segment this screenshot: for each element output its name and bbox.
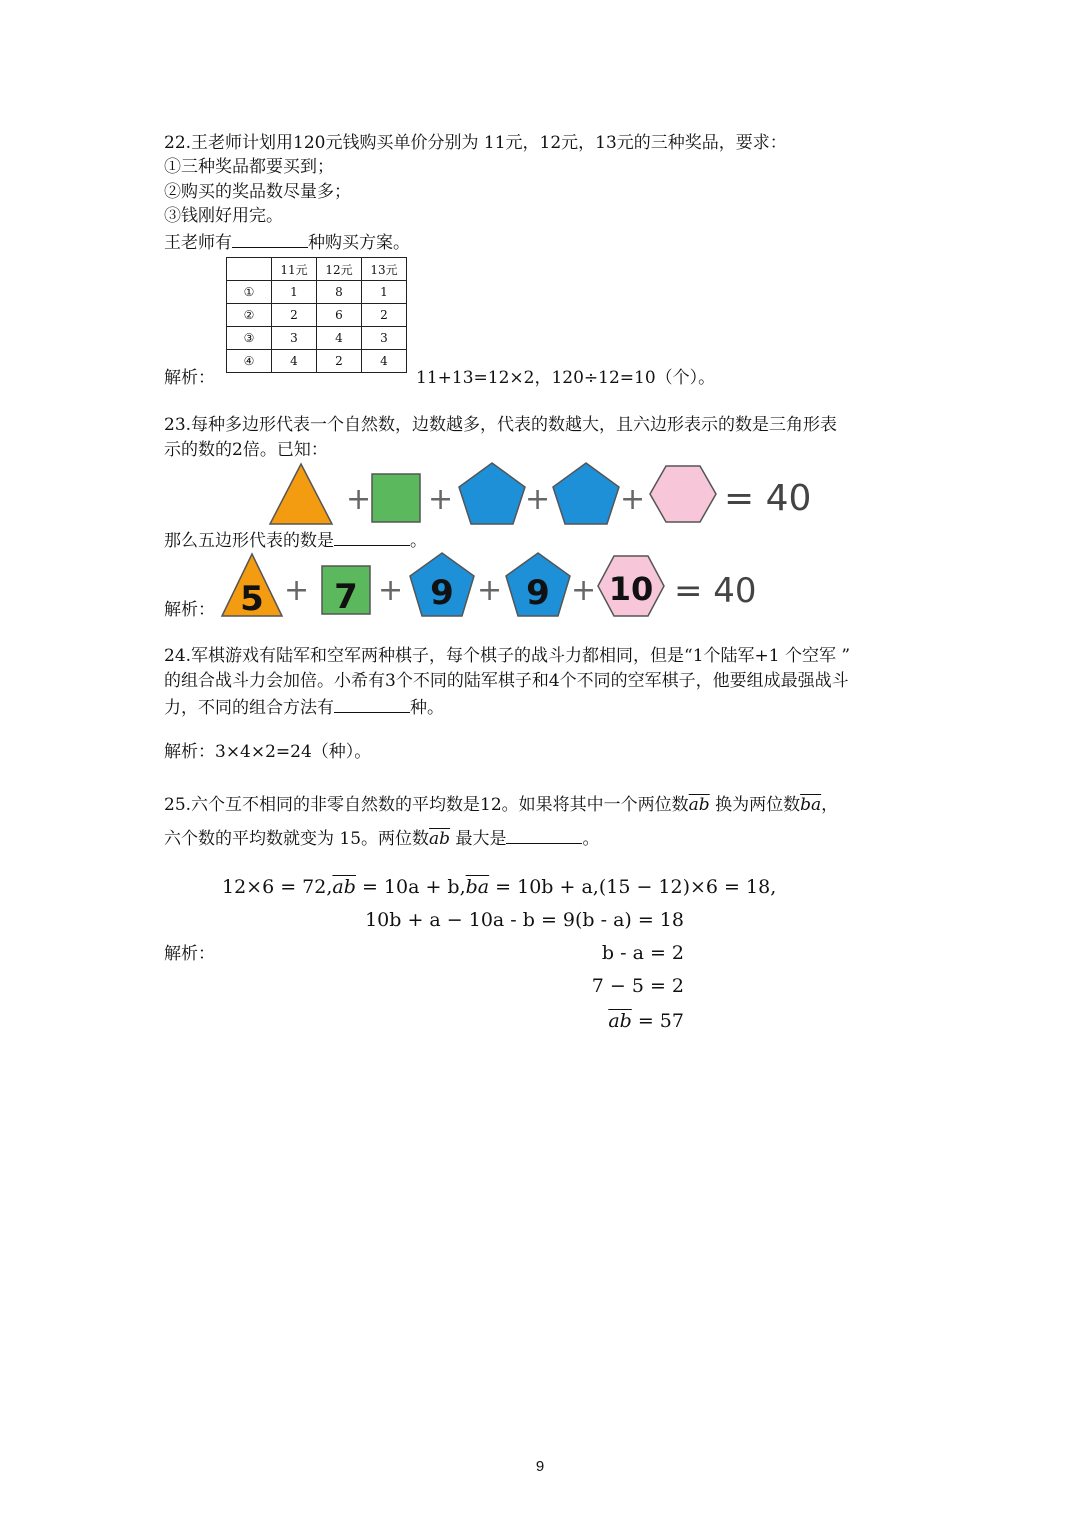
ba-overline: $\overline{ba}$: [800, 795, 822, 815]
pentagon-shape: [553, 463, 619, 524]
answer-blank: [506, 825, 582, 844]
eq1-part-c: = 10b + a,(15 − 12)×6 = 18,: [489, 876, 777, 898]
q22-line1: 22.王老师计划用120元钱购买单价分别为 11元，12元，13元的三种奖品，要求：: [164, 133, 787, 153]
plus-sign: +: [346, 482, 372, 517]
equation-total: = 40: [724, 478, 812, 519]
ab-overline: $\overline{ab}$: [608, 1010, 632, 1032]
q24-line3: [164, 694, 444, 720]
polygon-equation: [260, 458, 820, 534]
q24-analysis: 解析：3×4×2=24（种）。: [164, 742, 372, 762]
q22-analysis-text: 11+13=12×2，120÷12=10（个）。: [416, 368, 716, 388]
ab-overline: $\overline{ab}$: [429, 829, 451, 849]
table-cell: 4: [317, 327, 362, 350]
q22-line4: ③钱刚好用完。: [164, 206, 283, 226]
q22-line2: ①三种奖品都要买到；: [164, 157, 334, 177]
table-header-cell: [227, 258, 272, 281]
q22-line3: ②购买的奖品数尽量多；: [164, 182, 351, 202]
answer-blank: [334, 527, 410, 546]
table-cell: ①: [227, 281, 272, 304]
plus-sign: +: [620, 482, 646, 517]
q23-line1: 23.每种多边形代表一个自然数，边数越多，代表的数越大，且六边形表示的数是三角形表: [164, 415, 838, 435]
ba-overline: $\overline{ba}$: [465, 876, 490, 898]
table-cell: 3: [362, 327, 407, 350]
eq1-part-a: 12×6 = 72,: [222, 876, 333, 898]
q23-question-prefix: 那么五边形代表的数是: [164, 531, 334, 551]
table-header-cell: 12元: [317, 258, 362, 281]
q25-line2-b: 最大是: [450, 829, 507, 849]
q25-eq5: [608, 1010, 684, 1032]
table-cell: 2: [362, 304, 407, 327]
q25-line2-c: 。: [582, 829, 600, 849]
polygon-answer-equation: [212, 548, 772, 622]
pentagon-value: 9: [526, 573, 550, 613]
table-row: [227, 304, 407, 327]
table-cell: 2: [272, 304, 317, 327]
q25-eq1: [222, 876, 776, 898]
q24-line3-prefix: 力，不同的组合方法有: [164, 698, 334, 718]
plus-sign: +: [477, 573, 503, 608]
table-cell: ②: [227, 304, 272, 327]
pentagon-shape: [459, 463, 525, 524]
table-cell: ③: [227, 327, 272, 350]
table-row: [227, 281, 407, 304]
page-number: 9: [535, 1458, 545, 1475]
q22-line5-suffix: 种购买方案。: [308, 233, 410, 253]
q23-question-suffix: 。: [410, 531, 427, 551]
table-cell: 2: [317, 350, 362, 373]
q24-line3-suffix: 种。: [410, 698, 444, 718]
eq1-part-b: = 10a + b,: [355, 876, 466, 898]
pentagon-value: 9: [430, 573, 454, 613]
q22-analysis-label: 解析：: [164, 368, 215, 388]
plus-sign: +: [428, 482, 454, 517]
table-cell: 4: [272, 350, 317, 373]
table-cell: 6: [317, 304, 362, 327]
q24-line1: 24.军棋游戏有陆军和空军两种棋子，每个棋子的战斗力都相同，但是“1个陆军+1 个空军 ”: [164, 646, 851, 666]
plus-sign: +: [284, 573, 310, 608]
table-cell: 3: [272, 327, 317, 350]
ab-overline: $\overline{ab}$: [332, 876, 356, 898]
q22-line5: [164, 229, 410, 255]
q25-line1-a: 25.六个互不相同的非零自然数的平均数是12。如果将其中一个两位数: [164, 795, 689, 815]
q23-analysis-label: 解析：: [164, 600, 215, 620]
eq5-part-b: = 57: [631, 1010, 684, 1032]
triangle-value: 5: [240, 579, 264, 619]
q25-eq2: 10b + a − 10a - b = 9(b - a) = 18: [365, 909, 684, 931]
square-value: 7: [334, 577, 358, 617]
ab-overline: $\overline{ab}$: [688, 795, 710, 815]
q25-line1-c: ，: [821, 795, 839, 815]
table-header-cell: 11元: [272, 258, 317, 281]
table-row: [227, 327, 407, 350]
answer-total: = 40: [674, 571, 757, 611]
table-cell: 4: [362, 350, 407, 373]
q25-line2-a: 六个数的平均数就变为 15。两位数: [164, 829, 430, 849]
table-header-cell: 13元: [362, 258, 407, 281]
table-cell: 8: [317, 281, 362, 304]
q22-line5-prefix: 王老师有: [164, 233, 232, 253]
table-header-row: [227, 258, 407, 281]
table-row: [227, 350, 407, 373]
q25-line1: [164, 793, 838, 817]
answer-blank: [232, 229, 308, 248]
q24-line2: 的组合战斗力会加倍。小希有3个不同的陆军棋子和4个不同的空军棋子，他要组成最强战斗: [164, 671, 849, 691]
plus-sign: +: [571, 573, 597, 608]
q25-eq3: b - a = 2: [601, 942, 684, 964]
hexagon-value: 10: [608, 570, 654, 608]
plus-sign: +: [525, 482, 551, 517]
q25-analysis-label: 解析：: [164, 944, 215, 964]
table-cell: ④: [227, 350, 272, 373]
q23-line2: 示的数的2倍。已知：: [164, 440, 328, 460]
square-shape: [372, 474, 420, 522]
q25-line1-b: 换为两位数: [709, 795, 801, 815]
answer-blank: [334, 694, 410, 713]
purchase-plan-table: [226, 257, 407, 373]
triangle-shape: [270, 464, 332, 524]
q25-line2: [164, 825, 599, 851]
table-cell: 1: [362, 281, 407, 304]
q25-eq4: 7 − 5 = 2: [591, 975, 684, 997]
hexagon-shape: [650, 466, 716, 522]
plus-sign: +: [378, 573, 404, 608]
table-cell: 1: [272, 281, 317, 304]
